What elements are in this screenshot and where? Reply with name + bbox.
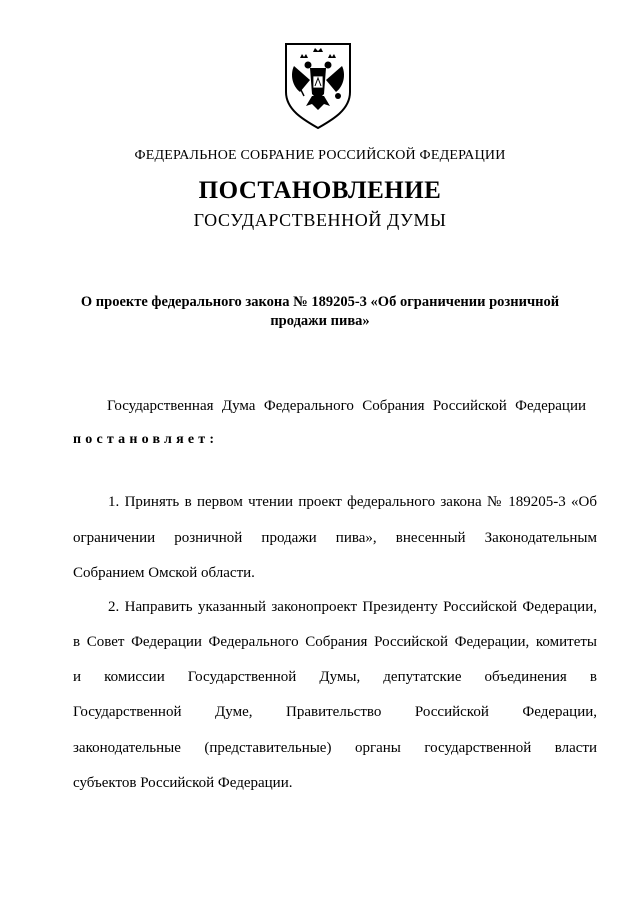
coat-of-arms-icon [280,40,356,130]
document-subject [40,293,600,331]
document-type-title: ПОСТАНОВЛЕНИЕ [198,177,442,204]
paragraph-2-line-5: законодательные (представительные) органы государственной власти [73,740,597,756]
subject-line-2: продажи пива» [270,313,370,329]
paragraph-2-line-4: Государственной Думе, Правительство Российской Федерации, [73,704,597,720]
document-issuer: ГОСУДАРСТВЕННОЙ ДУМЫ [193,210,447,230]
paragraph-1-line-1: 1. Принять в первом чтении проект федерального закона № 189205-3 «Об [108,494,597,510]
paragraph-2-line-3: и комиссии Государственной Думы, депутатские объединения в [73,669,597,685]
subject-line-1: О проекте федерального закона № 189205-3 «Об ограничении розничной [80,294,560,310]
paragraph-2-line-6: субъектов Российской Федерации. [73,775,293,791]
assembly-heading: ФЕДЕРАЛЬНОЕ СОБРАНИЕ РОССИЙСКОЙ ФЕДЕРАЦИИ [134,148,506,163]
preamble: Государственная Дума Федерального Собрания Российской Федерации [107,398,586,414]
resolves-word: постановляет: [73,432,219,447]
paragraph-2-line-2: в Совет Федерации Федерального Собрания Российской Федерации, комитеты [73,634,597,650]
paragraph-2-line-1: 2. Направить указанный законопроект Президенту Российской Федерации, [108,599,597,615]
paragraph-1-line-3: Собранием Омской области. [73,565,255,581]
paragraph-1-line-2: ограничении розничной продажи пива», внесенный Законодательным [73,530,597,546]
